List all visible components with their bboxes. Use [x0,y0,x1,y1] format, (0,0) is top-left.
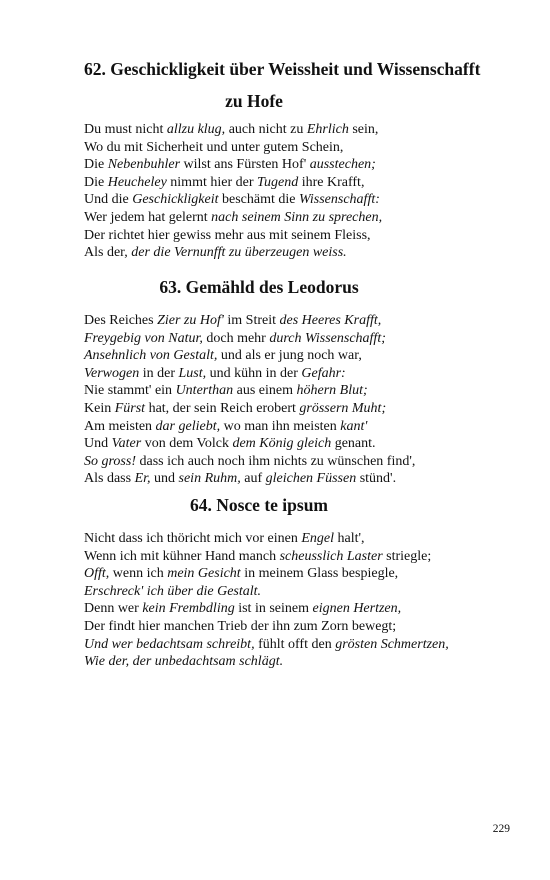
italic-segment: Unterthan [175,383,234,399]
italic-segment: Und wer bedachtsam schreibt, [84,636,255,652]
verse-line [84,453,524,471]
italic-segment: kein Frembdling [142,601,235,617]
text-segment: striegle; [382,548,432,564]
text-segment: Die [84,174,108,190]
verse-line [84,583,524,601]
italic-segment: dem König gleich [232,436,332,452]
italic-segment: So gross! [84,453,136,469]
verse-line [84,312,524,330]
text-segment: Du must nicht [84,122,167,137]
text-segment: Und [84,436,112,452]
text-segment: Denn wer [84,601,143,617]
poem-body [84,530,524,671]
italic-segment: nach seinem Sinn zu sprechen, [211,209,383,225]
verse-line [84,530,524,548]
italic-segment: kant' [340,418,368,434]
text-segment: von dem Volck [141,436,233,452]
verse-line [84,653,524,671]
text-segment: und kühn in der [206,365,302,381]
poem-title [84,58,524,112]
verse-line [84,174,524,192]
text-segment: Wer jedem hat gelernt [84,209,212,225]
page-number: 229 [492,823,510,835]
text-segment: wo man ihn meisten [220,418,341,434]
italic-segment: Freygebig von Natur, [84,330,203,346]
italic-segment: scheusslich Laster [279,548,383,564]
text-segment: auch nicht zu [225,122,307,137]
text-segment: Die [84,157,108,173]
text-segment: wilst ans Fürsten Hof' [180,157,310,173]
verse-line [84,139,524,157]
text-segment: aus einem [233,383,297,399]
text-segment: auf [240,471,266,487]
text-segment: Wo du mit Sicherheit und unter gutem Schein, [84,139,344,155]
italic-segment: Er, [134,471,151,487]
verse-line [84,470,524,488]
italic-segment: Erschreck' ich über die Gestalt. [84,583,262,599]
text-segment: beschämt die [218,192,299,208]
italic-segment: mein Gesicht [167,566,241,582]
text-segment: Als der, [84,245,132,261]
italic-segment: Fürst [114,400,146,416]
verse-line [84,244,524,262]
poem-64 [84,494,524,671]
poem-title: 63. Gemähld des Leodorus [159,277,359,297]
italic-segment: grössern Muht; [299,400,387,416]
text-segment: genant. [331,436,376,452]
text-segment: halt', [334,531,365,546]
italic-segment: Heucheley [107,174,167,190]
italic-segment: Nebenbuhler [107,157,181,173]
italic-segment: Tugend [257,174,299,190]
text-segment: im Streit [223,313,280,328]
text-segment: Der richtet hier gewiss mehr aus mit seinem Fleiss, [84,227,371,243]
text-segment: fühlt offt den [254,636,336,652]
italic-segment: Geschickligkeit [132,192,219,208]
text-segment: Kein [84,400,115,416]
verse-line [84,347,524,365]
verse-line [84,191,524,209]
text-segment: in meinem Glass bespiegle, [240,566,399,582]
italic-segment: Gefahr: [301,365,346,381]
poem-body [84,312,524,488]
italic-segment: Ehrlich [306,122,349,137]
italic-segment: durch Wissenschafft; [269,330,386,346]
verse-line [84,365,524,383]
text-segment: Wenn ich mit kühner Hand manch [84,548,280,564]
verse-line [84,618,524,636]
text-segment: Der findt hier manchen Trieb der ihn zum Zorn bewegt; [84,618,397,634]
italic-segment: Wie der, der unbedachtsam schlägt. [84,654,284,670]
text-segment: ihre Krafft, [298,174,365,190]
verse-line [84,435,524,453]
text-segment: doch mehr [202,330,270,346]
text-segment: Am meisten [84,418,156,434]
italic-segment: Offt, [84,566,110,582]
text-segment: und [150,471,179,487]
verse-line [84,636,524,654]
text-segment: Als dass [84,471,135,487]
italic-segment: Zier zu Hof' [157,313,224,328]
text-segment: ist in seinem [234,601,313,617]
poem-title: 64. Nosce te ipsum [189,495,329,515]
verse-line [84,156,524,174]
text-segment: Und die [84,192,133,208]
italic-segment: des Heeres Krafft, [279,313,382,328]
verse-line [84,418,524,436]
italic-segment: höhern Blut; [296,383,368,399]
text-segment: und als er jung noch war, [217,348,362,364]
verse-line [84,600,524,618]
text-segment: dass ich auch noch ihm nichts zu wünschen find', [136,453,416,469]
text-segment: stünd'. [356,471,397,487]
verse-line [84,330,524,348]
poem-62 [84,58,524,262]
italic-segment: Ansehnlich von Gestalt, [84,348,218,364]
italic-segment: der die Vernunfft zu überzeugen weiss. [131,245,347,261]
poem-title-line: zu Hofe [225,91,283,111]
italic-segment: eignen Hertzen, [312,601,402,617]
text-segment: in der [139,365,179,381]
poem-body [84,121,524,262]
italic-segment: Engel [301,531,334,546]
verse-line [84,121,524,139]
verse-line [84,565,524,583]
text-segment: Des Reiches [84,313,158,328]
verse-line [84,382,524,400]
text-segment: Nie stammt' ein [84,383,176,399]
italic-segment: grösten Schmertzen, [335,636,449,652]
italic-segment: dar geliebt, [155,418,221,434]
verse-line [84,227,524,245]
italic-segment: Vater [111,436,142,452]
italic-segment: allzu klug, [166,122,226,137]
italic-segment: Lust, [178,365,207,381]
italic-segment: Verwogen [84,365,140,381]
text-segment: hat, der sein Reich erobert [145,400,300,416]
italic-segment: Wissenschafft: [299,192,380,208]
verse-line [84,400,524,418]
verse-line [84,548,524,566]
verse-line [84,209,524,227]
text-segment: sein, [348,122,379,137]
italic-segment: sein Ruhm, [178,471,241,487]
text-segment: wenn ich [109,566,168,582]
text-segment: nimmt hier der [166,174,257,190]
poem-title-line: 62. Geschickligkeit über Weissheit und Wissenschafft [84,59,481,79]
poem-63 [84,276,524,488]
text-segment: Nicht dass ich thöricht mich vor einen [84,531,302,546]
italic-segment: gleichen Füssen [265,471,357,487]
italic-segment: ausstechen; [309,157,376,173]
